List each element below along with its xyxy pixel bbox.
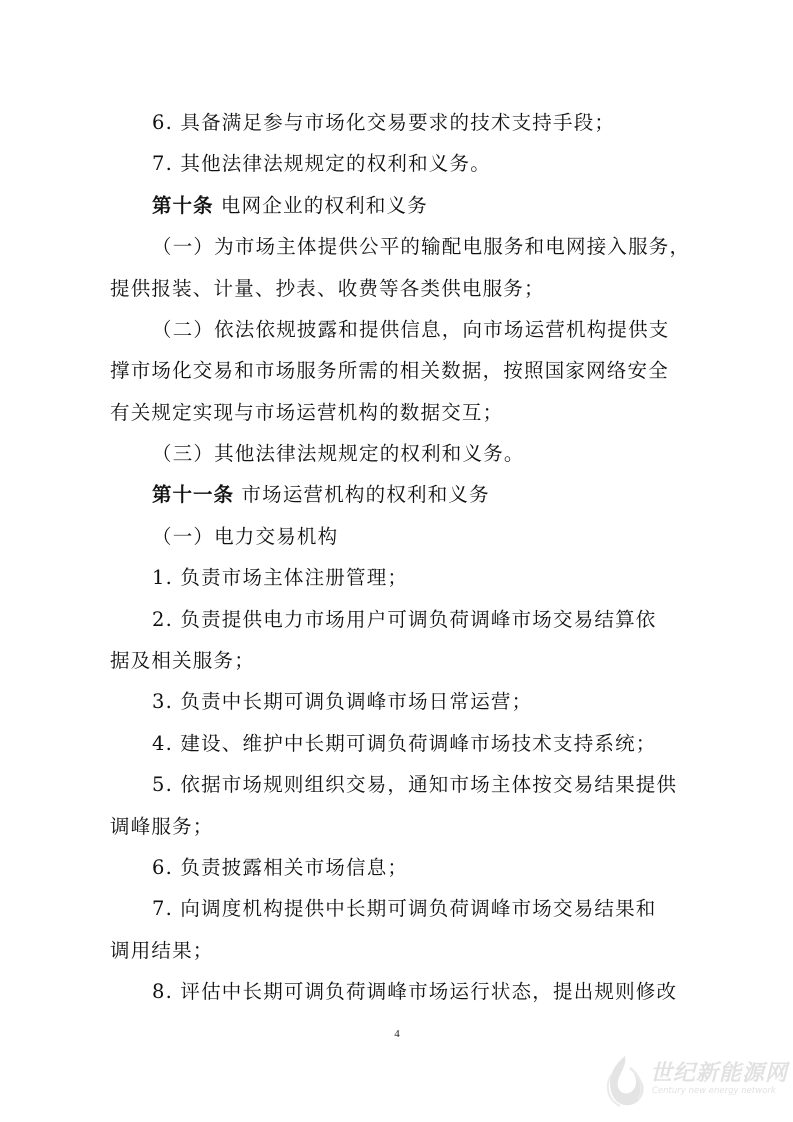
text-line: 2. 负责提供电力市场用户可调负荷调峰市场交易结算依 <box>152 608 657 631</box>
text-line: 4. 建设、维护中长期可调负荷调峰市场技术支持系统； <box>152 732 657 755</box>
text-line: （一）电力交易机构 <box>152 525 339 548</box>
article-heading <box>152 482 695 508</box>
page-number: 4 <box>394 1028 400 1040</box>
text-line: 5. 依据市场规则组织交易，通知市场主体按交易结果提供 <box>152 773 678 796</box>
text-line: 据及相关服务； <box>110 649 255 672</box>
text-line: 调用结果； <box>110 939 214 962</box>
text-line: 6. 负责披露相关市场信息； <box>152 856 409 879</box>
text-line: 调峰服务； <box>110 815 214 838</box>
watermark-subtext: Century new energy network <box>652 1086 776 1096</box>
text-line: 7. 其他法律法规规定的权利和义务。 <box>152 152 491 175</box>
text-line: 3. 负责中长期可调负调峰市场日常运营； <box>152 690 533 713</box>
text-line: 有关规定实现与市场运营机构的数据交互； <box>110 401 504 424</box>
text-line: 撑市场化交易和市场服务所需的相关数据，按照国家网络安全 <box>110 359 669 382</box>
article-number: 第十一条 <box>152 483 235 506</box>
text-line: （二）依法依规披露和提供信息，向市场运营机构提供支 <box>152 318 670 341</box>
text-line: 7. 向调度机构提供中长期可调负荷调峰市场交易结果和 <box>152 897 657 920</box>
watermark <box>600 1046 789 1116</box>
watermark-text: 世纪新能源网 <box>650 1061 789 1086</box>
article-title: 市场运营机构的权利和义务 <box>241 483 490 506</box>
article-number: 第十条 <box>152 194 214 217</box>
text-line: 8. 评估中长期可调负荷调峰市场运行状态，提出规则修改 <box>152 980 678 1003</box>
text-line: 提供报装、计量、抄表、收费等各类供电服务； <box>110 277 545 300</box>
article-heading <box>152 193 695 219</box>
text-line: （一）为市场主体提供公平的输配电服务和电网接入服务， <box>152 235 691 258</box>
flame-swirl-logo-icon <box>600 1054 650 1110</box>
text-line: 1. 负责市场主体注册管理； <box>152 566 409 589</box>
text-line: 6. 具备满足参与市场化交易要求的技术支持手段； <box>152 111 616 134</box>
text-line: （三）其他法律法规规定的权利和义务。 <box>152 442 525 465</box>
article-title: 电网企业的权利和义务 <box>220 194 428 217</box>
